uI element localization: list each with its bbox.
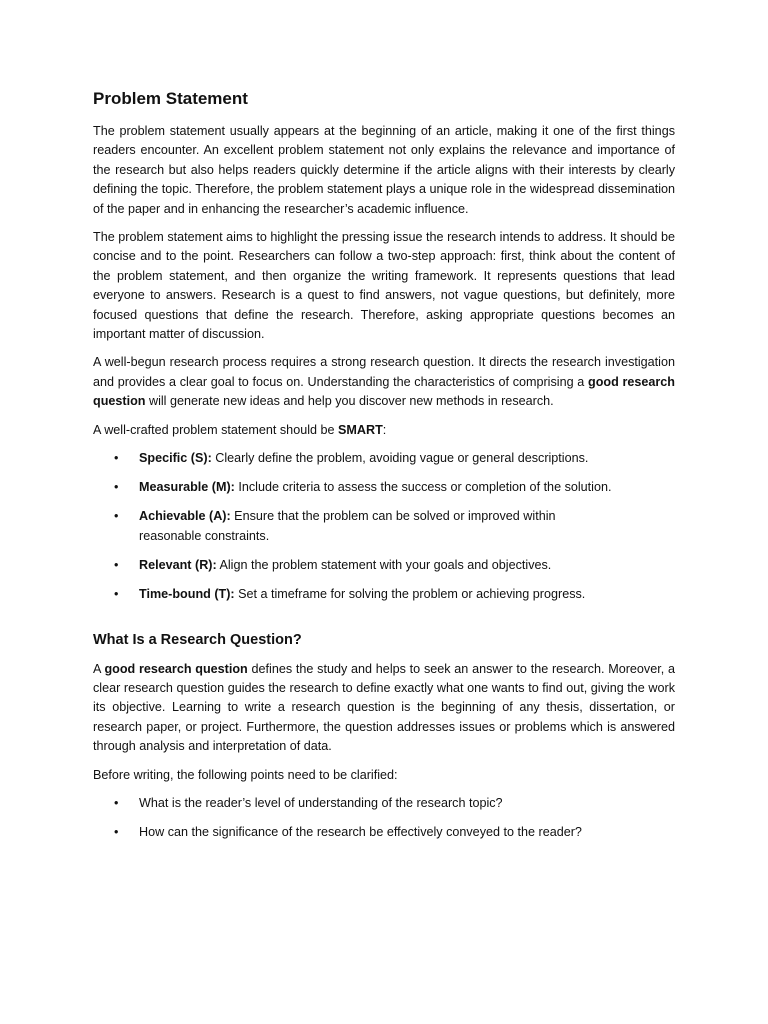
list-item-label: Time-bound (T): (139, 586, 235, 601)
list-item-label: Achievable (A): (139, 509, 231, 524)
section-spacer (93, 614, 675, 630)
text-run: : (382, 422, 387, 437)
list-item (93, 507, 675, 546)
bullet-icon: • (114, 795, 119, 810)
text-run: A well-crafted problem statement should be (93, 422, 339, 437)
clarify-list (93, 794, 675, 842)
section-title-research-question: What Is a Research Question? (93, 631, 302, 648)
list-item-text: Include criteria to assess the success or completion of the solution. (234, 480, 612, 495)
list-item-label: Measurable (M): (139, 480, 235, 495)
bold-term: good research question (93, 374, 675, 409)
paragraph-aim: The problem statement aims to highlight the pressing issue the research intends to address. It should be concise and to the point. Researchers can follow a two-step approach: first, think about the content of the problem statement, and then organize the writing framework. It represents questions that lead everyone to answers. Research is a quest to find answers, not vague questions, but definitely, more focused questions that define the research. Therefore, asking appropriate questions becomes an important matter of discussion. (93, 230, 675, 342)
paragraph-research-process (93, 353, 675, 411)
paragraph-intro: The problem statement usually appears at the beginning of an article, making it one of the first things readers encounter. An excellent problem statement not only explains the relevance and importance of the research but also helps readers quickly determine if the article aligns with their interests by clearly defining the topic. Therefore, the problem statement plays a unique role in the widespread dissemination of the paper and in enhancing the researcher’s academic influence. (93, 124, 675, 216)
list-item (93, 556, 675, 575)
bullet-icon: • (114, 824, 119, 839)
bullet-icon: • (114, 480, 119, 495)
list-item-text: Clearly define the problem, avoiding vague or general descriptions. (211, 451, 589, 466)
list-item (93, 478, 675, 497)
smart-list (93, 449, 675, 604)
list-item (93, 794, 675, 813)
text-run: will generate new ideas and help you discover new methods in research. (145, 394, 554, 409)
list-item (93, 585, 675, 604)
bold-term: good research question (104, 661, 248, 676)
bullet-icon: • (114, 451, 119, 466)
bullet-icon: • (114, 557, 119, 572)
paragraph-before-writing: Before writing, the following points need to be clarified: (93, 767, 398, 782)
list-item-label: Specific (S): (139, 451, 212, 466)
bullet-icon: • (114, 509, 119, 524)
bold-term: SMART (338, 422, 383, 437)
bullet-icon: • (114, 586, 119, 601)
paragraph-research-question (93, 660, 675, 757)
paragraph-smart-intro (93, 421, 675, 440)
list-item (93, 449, 675, 468)
text-run: A (93, 661, 105, 676)
list-item-text: Align the problem statement with your goals and objectives. (216, 557, 552, 572)
text-run: defines the study and helps to seek an answer to the research. Moreover, a clear research question guides the research to define exactly what one wants to find out, giving the work its objective. Learning to write a research question is the beginning of any thesis, dissertation, or research paper, or project. Furthermore, the question addresses issues or problems which is answered through analysis and interpretation of data. (93, 661, 675, 754)
list-item-text: Ensure that the problem can be solved or improved within reasonable constraints. (139, 509, 556, 543)
list-item-label: Relevant (R): (139, 557, 217, 572)
section-title-problem-statement: Problem Statement (93, 89, 248, 108)
text-run: A well-begun research process requires a strong research question. It directs the research investigation and provides a clear goal to focus on. Understanding the characteristics of comprising a (93, 355, 675, 389)
list-item-text: Set a timeframe for solving the problem or achieving progress. (234, 586, 586, 601)
list-item-text: How can the significance of the research be effectively conveyed to the reader? (139, 824, 582, 839)
list-item (93, 823, 675, 842)
list-item-text: What is the reader’s level of understanding of the research topic? (139, 795, 503, 810)
